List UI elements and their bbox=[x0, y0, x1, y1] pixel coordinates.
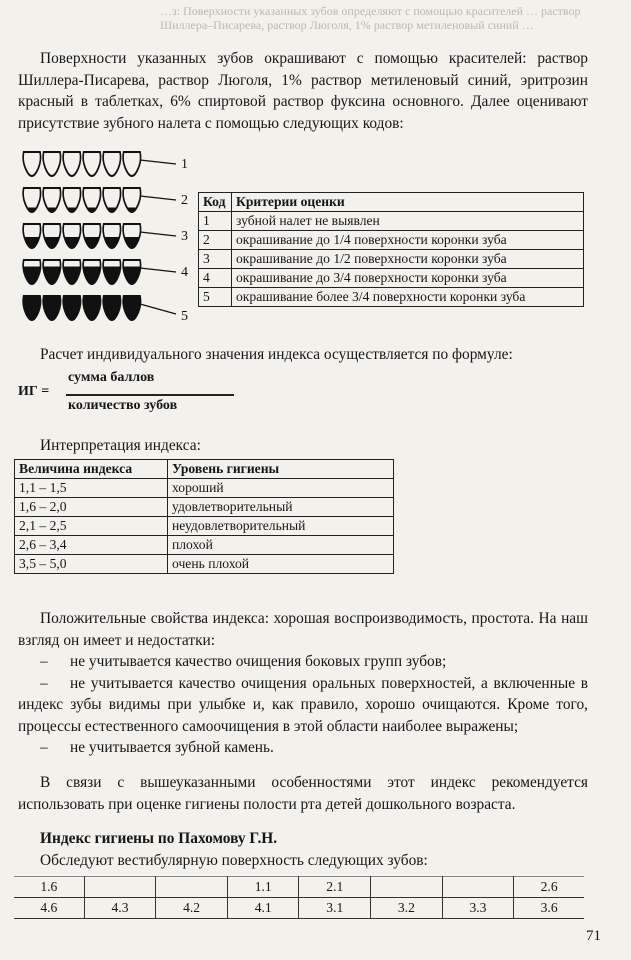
hygiene-row-cell: хороший bbox=[168, 479, 394, 498]
tooth-icon bbox=[62, 296, 83, 324]
tooth-icon bbox=[103, 152, 120, 176]
formula-denominator: количество зубов bbox=[68, 398, 178, 413]
hygiene-row bbox=[15, 498, 394, 517]
codes-header-code: Код bbox=[199, 193, 232, 212]
interpretation-intro: Интерпретация индекса: bbox=[40, 437, 201, 454]
tooth-icon bbox=[42, 224, 63, 252]
tooth-number-cell: 1.1 bbox=[227, 877, 299, 898]
codes-header-criteria: Критерии оценки bbox=[232, 193, 584, 212]
tooth-icon bbox=[62, 188, 83, 216]
tooth-number-cell: 4.3 bbox=[84, 898, 156, 919]
properties-section bbox=[18, 608, 588, 759]
bullet-dash: – bbox=[40, 653, 48, 670]
bullet-item bbox=[18, 673, 588, 738]
teeth-table-row bbox=[14, 898, 584, 919]
tooth-icon bbox=[22, 296, 43, 324]
bullet-dash: – bbox=[40, 739, 48, 756]
tooth-icon bbox=[122, 260, 143, 288]
tooth-icon bbox=[83, 152, 100, 176]
codes-row bbox=[199, 212, 584, 231]
tooth-icon bbox=[23, 152, 40, 176]
tooth-icon bbox=[22, 224, 43, 252]
teeth-row-label: 2 bbox=[181, 193, 188, 208]
tooth-icon bbox=[22, 188, 43, 216]
formula-lhs: ИГ = bbox=[18, 384, 50, 399]
teeth-row bbox=[22, 224, 188, 252]
hyg-header-level: Уровень гигиены bbox=[168, 460, 394, 479]
codes-row bbox=[199, 269, 584, 288]
codes-row bbox=[199, 250, 584, 269]
pakhomov-heading: Индекс гигиены по Пахомову Г.Н. bbox=[40, 830, 278, 847]
teeth-row-label: 1 bbox=[181, 157, 188, 172]
hygiene-level-table bbox=[14, 459, 394, 574]
tooth-icon bbox=[22, 260, 43, 288]
page-number: 71 bbox=[586, 928, 601, 944]
bullet-text: не учитывается качество очищения оральных поверхностей, а включенные в индекс зубы видимы при улыбке и, как правило, хорошо очищаются. Кроме того, процессы естественного самоочищения в этой области наиболее выражены; bbox=[18, 674, 588, 735]
intro-paragraph: Поверхности указанных зубов окрашивают с помощью красителей: раствор Шиллера-Писарева, раствор Люголя, 1% раствор метиленовый синий, эритрозин красный в таблетках, 6% спиртовой раствор фуксина основного. Далее оценивают присутствие зубного налета с помощью следующих кодов: bbox=[18, 50, 588, 132]
hygiene-row bbox=[15, 479, 394, 498]
tooth-number-cell: 3.6 bbox=[514, 898, 584, 919]
previous-page-bleed-text: …з: Поверхности указанных зубов определяют с помощью красителей … раствор Шиллера–Писарева, раствор Люголя, 1% раствор метиленовый синий … bbox=[160, 4, 581, 32]
teeth-staining-diagram bbox=[18, 148, 198, 328]
teeth-table-row bbox=[14, 877, 584, 898]
plaque-codes-table bbox=[198, 192, 584, 307]
tooth-icon bbox=[122, 188, 143, 216]
pakhomov-teeth-table bbox=[14, 876, 584, 919]
teeth-row-label: 4 bbox=[181, 265, 188, 280]
tooth-icon bbox=[63, 152, 80, 176]
tooth-number-cell bbox=[371, 877, 443, 898]
tooth-icon bbox=[102, 260, 123, 288]
hygiene-row-cell: 2,6 – 3,4 bbox=[15, 536, 168, 555]
tooth-number-cell: 3.2 bbox=[371, 898, 443, 919]
tooth-icon bbox=[42, 260, 63, 288]
bullet-text: не учитывается зубной камень. bbox=[70, 739, 274, 756]
teeth-row bbox=[22, 296, 188, 324]
tooth-icon bbox=[82, 260, 103, 288]
tooth-number-cell: 1.6 bbox=[14, 877, 84, 898]
codes-row-cell: 2 bbox=[199, 231, 232, 250]
tooth-icon bbox=[62, 224, 83, 252]
teeth-row bbox=[23, 152, 188, 176]
codes-row-cell: 4 bbox=[199, 269, 232, 288]
tooth-icon bbox=[82, 188, 103, 216]
tooth-number-cell: 3.3 bbox=[442, 898, 514, 919]
tooth-icon bbox=[122, 224, 143, 252]
teeth-row-label: 5 bbox=[181, 309, 188, 324]
hygiene-row-cell: неудовлетворительный bbox=[168, 517, 394, 536]
teeth-row-label: 3 bbox=[181, 229, 188, 244]
codes-row-cell: окрашивание до 1/4 поверхности коронки зуба bbox=[232, 231, 584, 250]
teeth-row bbox=[22, 260, 188, 288]
hygiene-row bbox=[15, 536, 394, 555]
tooth-number-cell: 3.1 bbox=[299, 898, 371, 919]
bullet-item bbox=[18, 737, 588, 759]
tooth-icon bbox=[102, 224, 123, 252]
codes-row-cell: 3 bbox=[199, 250, 232, 269]
tooth-icon bbox=[42, 188, 63, 216]
codes-row-cell: 1 bbox=[199, 212, 232, 231]
formula-numerator: сумма баллов bbox=[68, 370, 155, 385]
tooth-icon bbox=[102, 188, 123, 216]
hygiene-row-cell: 1,6 – 2,0 bbox=[15, 498, 168, 517]
tooth-icon bbox=[82, 296, 103, 324]
hygiene-row-cell: плохой bbox=[168, 536, 394, 555]
tooth-number-cell bbox=[156, 877, 228, 898]
tooth-icon bbox=[102, 296, 123, 324]
hyg-header-value: Величина индекса bbox=[15, 460, 168, 479]
tooth-number-cell: 4.1 bbox=[227, 898, 299, 919]
pakhomov-intro: Обследуют вестибулярную поверхность следующих зубов: bbox=[40, 852, 428, 869]
tooth-icon bbox=[123, 152, 140, 176]
bullet-item bbox=[18, 651, 588, 673]
tooth-number-cell bbox=[442, 877, 514, 898]
hygiene-row-cell: 3,5 – 5,0 bbox=[15, 555, 168, 574]
tooth-number-cell: 2.1 bbox=[299, 877, 371, 898]
codes-row-cell: окрашивание более 3/4 поверхности коронки зуба bbox=[232, 288, 584, 307]
tooth-icon bbox=[122, 296, 143, 324]
hygiene-row-cell: 2,1 – 2,5 bbox=[15, 517, 168, 536]
hygiene-row-cell: удовлетворительный bbox=[168, 498, 394, 517]
formula-intro: Расчет индивидуального значения индекса осуществляется по формуле: bbox=[40, 346, 513, 363]
tooth-number-cell: 2.6 bbox=[514, 877, 584, 898]
codes-row bbox=[199, 231, 584, 250]
codes-row-cell: окрашивание до 1/2 поверхности коронки зуба bbox=[232, 250, 584, 269]
tooth-number-cell: 4.2 bbox=[156, 898, 228, 919]
tooth-number-cell: 4.6 bbox=[14, 898, 84, 919]
hygiene-row-cell: 1,1 – 1,5 bbox=[15, 479, 168, 498]
bullet-dash: – bbox=[40, 674, 48, 692]
hygiene-row-cell: очень плохой bbox=[168, 555, 394, 574]
codes-row-cell: окрашивание до 3/4 поверхности коронки зуба bbox=[232, 269, 584, 288]
bullet-text: не учитывается качество очищения боковых групп зубов; bbox=[70, 653, 447, 670]
codes-row bbox=[199, 288, 584, 307]
hygiene-row bbox=[15, 555, 394, 574]
teeth-row bbox=[22, 188, 188, 216]
tooth-icon bbox=[42, 296, 63, 324]
codes-row-cell: 5 bbox=[199, 288, 232, 307]
fraction-line bbox=[66, 394, 234, 396]
conclusion-paragraph: В связи с вышеуказанными особенностями этот индекс рекомендуется использовать при оценке гигиены полости рта детей дошкольного возраста. bbox=[18, 774, 588, 813]
properties-text: Положительные свойства индекса: хорошая воспроизводимость, простота. На наш взгляд он имеет и недостатки: bbox=[18, 610, 588, 649]
tooth-icon bbox=[82, 224, 103, 252]
hygiene-row bbox=[15, 517, 394, 536]
tooth-number-cell bbox=[84, 877, 156, 898]
tooth-icon bbox=[43, 152, 60, 176]
codes-row-cell: зубной налет не выявлен bbox=[232, 212, 584, 231]
tooth-icon bbox=[62, 260, 83, 288]
